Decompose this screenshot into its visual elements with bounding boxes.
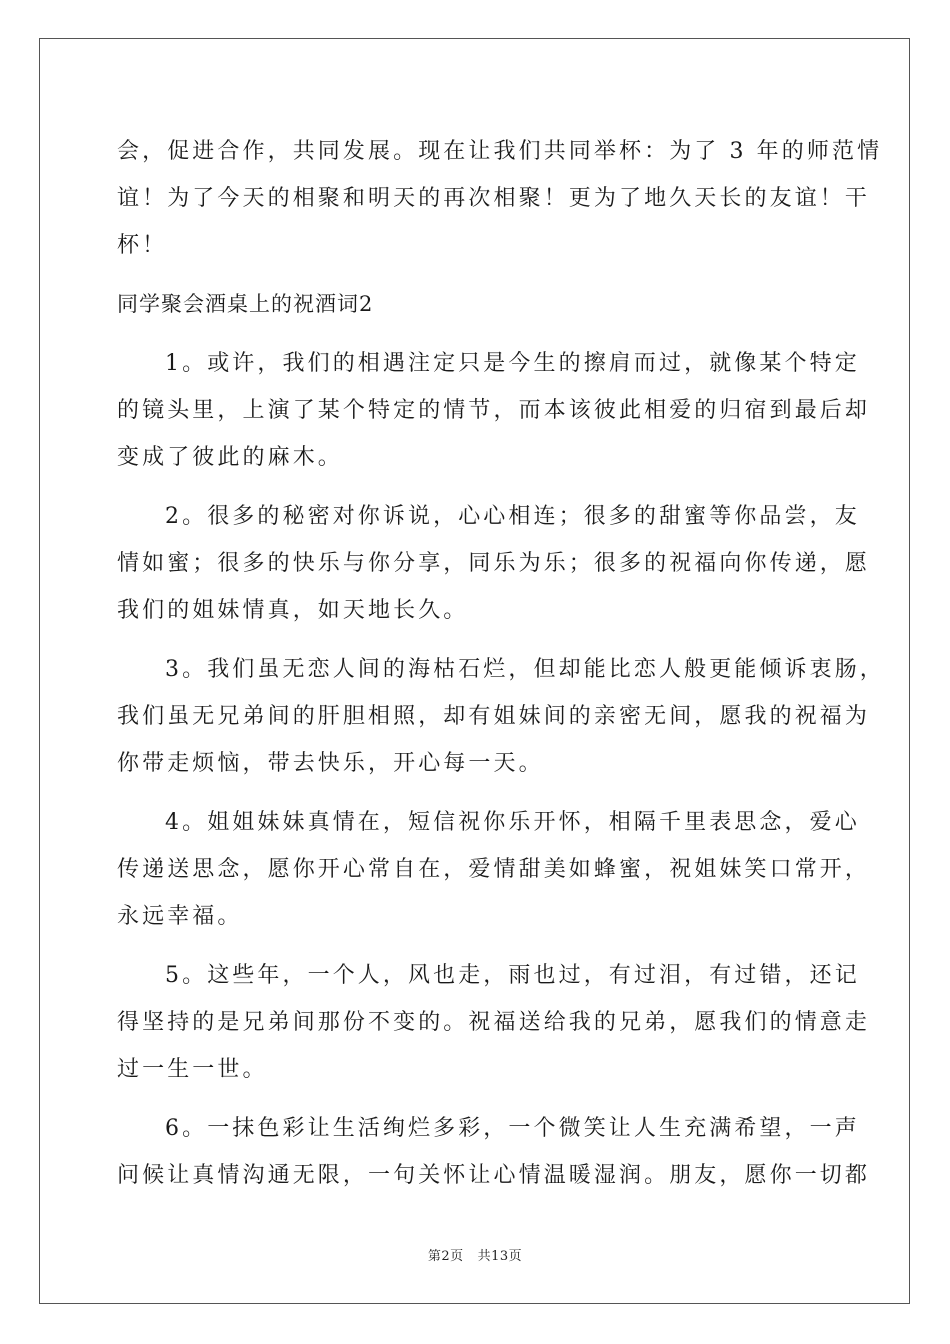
page-footer (0, 1245, 950, 1264)
text-line: 得坚持的是兄弟间那份不变的。祝福送给我的兄弟，愿我们的情意走 (117, 1010, 871, 1035)
text-line: 6。一抹色彩让生活绚烂多彩，一个微笑让人生充满希望，一声 (165, 1116, 860, 1141)
page-total: 共13页 (477, 1249, 523, 1264)
document-body (117, 128, 885, 1199)
text-line: 的镜头里，上演了某个特定的情节，而本该彼此相爱的归宿到最后却 (117, 398, 871, 423)
text-line: 过一生一世。 (117, 1057, 268, 1082)
text-line: 我们的姐妹情真，如天地长久。 (117, 598, 469, 623)
text-line: 会，促进合作，共同发展。现在让我们共同举杯：为了 3 年的师范情 (117, 139, 883, 164)
text-line: 3。我们虽无恋人间的海枯石烂，但却能比恋人般更能倾诉衷肠， (165, 657, 885, 682)
section-heading: 同学聚会酒桌上的祝酒词2 (117, 292, 374, 316)
text-line: 变成了彼此的麻木。 (117, 445, 343, 470)
text-line: 传递送思念，愿你开心常自在，爱情甜美如蜂蜜，祝姐妹笑口常开， (117, 857, 871, 882)
text-line: 你带走烦恼，带去快乐，开心每一天。 (117, 751, 544, 776)
text-line: 情如蜜；很多的快乐与你分享，同乐为乐；很多的祝福向你传递，愿 (117, 551, 871, 576)
text-line: 4。姐姐妹妹真情在，短信祝你乐开怀，相隔千里表思念，爱心 (165, 810, 860, 835)
text-line: 杯！ (117, 233, 168, 258)
text-line: 1。或许，我们的相遇注定只是今生的擦肩而过，就像某个特定 (165, 351, 860, 376)
text-line: 永远幸福。 (117, 904, 243, 929)
text-line: 2。很多的秘密对你诉说，心心相连；很多的甜蜜等你品尝，友 (165, 504, 860, 529)
text-line: 谊！为了今天的相聚和明天的再次相聚！更为了地久天长的友谊！干 (117, 186, 871, 211)
page-number: 第2页 (427, 1249, 464, 1264)
text-line: 我们虽无兄弟间的肝胆相照，却有姐妹间的亲密无间，愿我的祝福为 (117, 704, 871, 729)
text-line: 问候让真情沟通无限，一句关怀让心情温暖湿润。朋友，愿你一切都 (117, 1163, 871, 1188)
text-line: 5。这些年，一个人，风也走，雨也过，有过泪，有过错，还记 (165, 963, 860, 988)
